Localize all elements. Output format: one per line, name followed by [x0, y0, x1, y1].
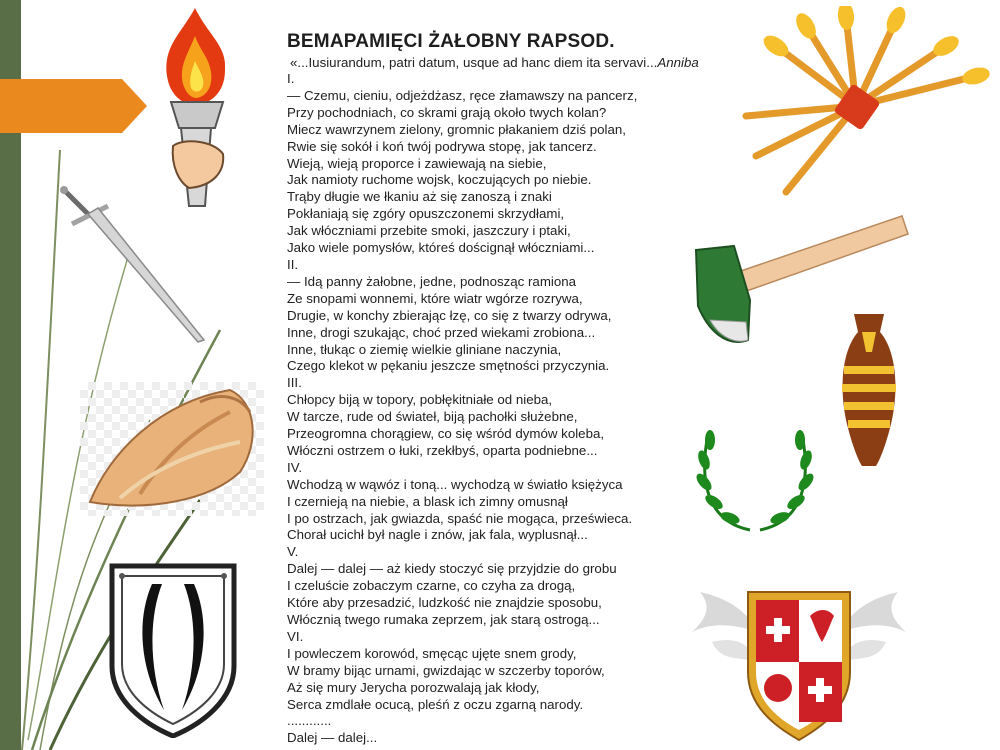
poem-line: I czeluście zobaczym czarne, co czyha za drogą,: [287, 578, 576, 594]
poem-line: Inne, drogi szukając, choć przed wiekami zrobiona...: [287, 324, 596, 340]
poem-lines: [287, 71, 747, 747]
poem-line: Inne, tłukąc o ziemię wielkie gliniane naczynia,: [287, 341, 562, 357]
poem-line: Przeogromna chorągiew, co się wśród dymów koleba,: [287, 426, 605, 442]
epigraph-author: Anniba: [657, 55, 699, 70]
poem-title: BEMAPAMIĘCI ŻAŁOBNY RAPSOD.: [287, 31, 615, 52]
poem-line: Aż się mury Jerycha porozwalają jak kłody,: [287, 679, 540, 695]
poem-line: Pokłaniają się zgóry opuszczonemi skrzydłami,: [287, 206, 565, 222]
poem-line: W tarcze, rude od świateł, biją pachołki służebne,: [287, 409, 578, 425]
poem-line: VI.: [287, 628, 304, 644]
poem-line: Trąby długie we łkaniu aż się zanoszą i znaki: [287, 189, 552, 205]
poem-line: I.: [287, 71, 295, 86]
poem-line: IV.: [287, 459, 303, 475]
poem-line: Włócznią twego rumaka zeprzem, jak starą ostrogą...: [287, 612, 600, 627]
poem-line: I po ostrzach, jak gwiazda, spaść nie mogąca, prześwieca.: [287, 510, 633, 526]
poem-line: I powleczem korowód, smęcąc ujęte snem grody,: [287, 645, 577, 661]
poem-line: V.: [287, 544, 299, 560]
conch-shell-icon: [80, 382, 264, 516]
poem-line: Chorał ucichł był nagle i znów, jak fala, wyplusnął...: [287, 527, 588, 543]
poem-line: Czego klekot w pękaniu jeszcze smętności przyczynia.: [287, 358, 610, 374]
poem-line: Wchodzą w wąwóz i toną... wychodzą w światło księżyca: [287, 476, 623, 492]
poem-line: Jak włóczniami przebite smoki, jaszczury i ptaki,: [287, 223, 571, 239]
poem-line: Miecz wawrzynem zielony, gromnic płakaniem dziś polan,: [287, 121, 626, 137]
sword-icon: [58, 184, 208, 344]
poem-line: — Czemu, cieniu, odjeżdżasz, ręce złamawszy na pancerz,: [287, 87, 638, 103]
poem-line: Wieją, wieją proporce i zawiewają na siebie,: [287, 155, 547, 171]
poem-line: Przy pochodniach, co skrami grają około twych kolan?: [287, 104, 607, 120]
orange-arrow-tab: [0, 79, 147, 133]
poem-line: Jak namioty ruchome wojsk, koczujących po niebie.: [287, 172, 592, 188]
poem-container: [287, 30, 747, 747]
wheat-sheaf-icon: [736, 6, 994, 202]
poem-line: Rwie się sokół i koń twój podrywa stopę, jak tancerz.: [287, 138, 597, 154]
poem-line: Ze snopami wonnemi, które wiatr wgórze rozrywa,: [287, 290, 583, 306]
poem-line: Jako wiele pomysłów, któreś doścignął włóczniami...: [287, 240, 595, 256]
shield-icon: [106, 560, 240, 738]
poem-line: II.: [287, 256, 299, 272]
amphora-icon: [838, 310, 900, 470]
epigraph: [290, 54, 747, 71]
poem-line: Drugie, w konchy zbierając łzę, co się z twarzy odrywa,: [287, 307, 612, 323]
poem-line: Włóczni ostrzem o łuki, rzekłbyś, oparta podniebne...: [287, 442, 598, 458]
poem-line: W bramy bijąc urnami, gwizdając w szczerby toporów,: [287, 662, 605, 678]
torch-icon: [143, 6, 248, 210]
poem-line: Serca zmdlałe ocucą, pleśń z oczu zgarną narody.: [287, 696, 584, 712]
poem-line: I czernieją na niebie, a blask ich zimny omusnął: [287, 493, 568, 509]
poem-line: — Idą panny żałobne, jedne, podnosząc ramiona: [287, 273, 577, 289]
poem-line: Chłopcy biją w topory, pobłękitniałe od nieba,: [287, 392, 553, 408]
poem-line: ............: [287, 713, 332, 729]
laurel-wreath-icon: [690, 426, 820, 538]
epigraph-text: «...Iusiurandum, patri datum, usque ad hanc diem ita servavi...: [290, 55, 658, 70]
coat-of-arms-icon: [688, 572, 910, 744]
poem-line: Dalej — dalej — aż kiedy stoczyć się przyjdzie do grobu: [287, 561, 617, 577]
poem-line: III.: [287, 375, 302, 391]
poem-line: Które aby przesadzić, ludzkość nie znajdzie sposobu,: [287, 595, 602, 611]
poem-line: Dalej — dalej...: [287, 730, 378, 746]
